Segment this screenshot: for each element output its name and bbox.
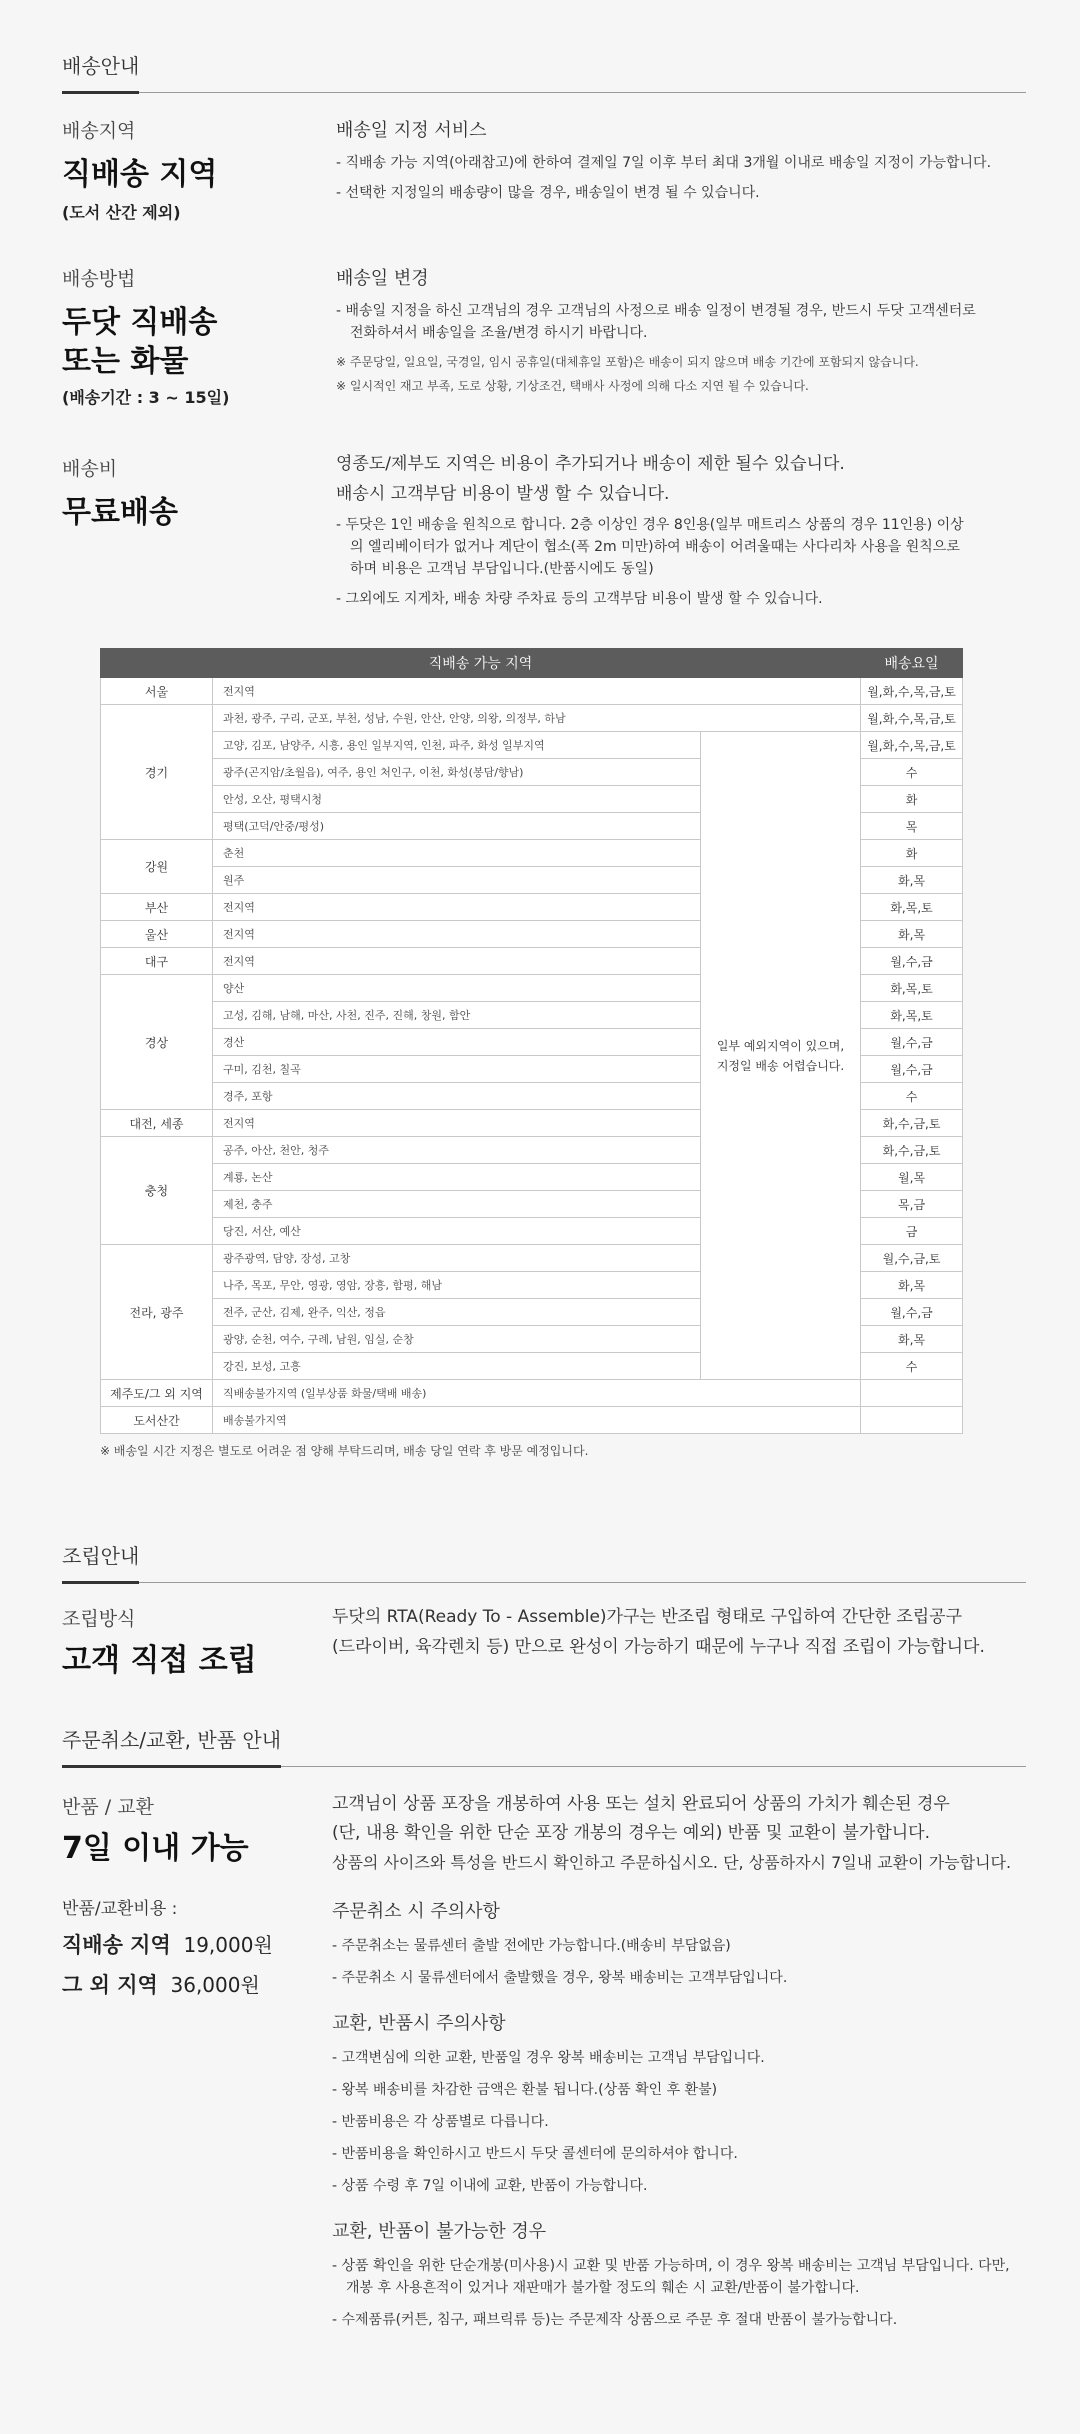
exchange-title: 교환, 반품시 주의사항 — [332, 2013, 506, 2034]
area-cell: 전지역 — [213, 921, 701, 948]
delivery-method-note: ※ 주문당일, 일요일, 국경일, 임시 공휴일(대체휴일 포함)은 배송이 되지 않으며 배송 기간에 포함되지 않습니다. — [336, 355, 919, 369]
section-title: 주문취소/교환, 반품 안내 — [62, 1724, 281, 1768]
assembly-section-header — [62, 1540, 1026, 1583]
table-header-area: 직배송 가능 지역 — [101, 649, 861, 678]
section-title: 배송안내 — [62, 50, 139, 94]
area-cell: 강진, 보성, 고흥 — [213, 1353, 701, 1380]
delivery-day-cell: 화,목,토 — [861, 1002, 963, 1029]
delivery-day-cell — [861, 1407, 963, 1434]
region-cell: 경상 — [101, 975, 213, 1110]
delivery-day-cell: 월,화,수,목,금,토 — [861, 705, 963, 732]
no-return-title: 교환, 반품이 불가능한 경우 — [332, 2221, 547, 2242]
delivery-area-line: - 직배송 가능 지역(아래참고)에 한하여 결제일 7일 이후 부터 최대 3개월 이내로 배송일 지정이 가능합니다. — [336, 155, 992, 171]
exchange-line: - 고객변심에 의한 교환, 반품일 경우 왕복 배송비는 고객님 부담입니다. — [332, 2050, 765, 2066]
delivery-date-service-title: 배송일 지정 서비스 — [336, 120, 487, 141]
delivery-fee-left — [62, 454, 322, 532]
delivery-day-cell: 화 — [861, 786, 963, 813]
exception-note-cell: 일부 예외지역이 있으며, 지정일 배송 어렵습니다. — [701, 732, 861, 1380]
region-cell: 강원 — [101, 840, 213, 894]
delivery-area-label: 배송지역 — [62, 120, 136, 142]
delivery-day-cell: 금 — [861, 1218, 963, 1245]
assembly-left — [62, 1604, 322, 1680]
delivery-method-title2: 또는 화물 — [62, 344, 189, 379]
delivery-fee-label: 배송비 — [62, 458, 118, 480]
delivery-fee-line: - 그외에도 지게차, 배송 차량 주차료 등의 고객부담 비용이 발생 할 수 있습니다. — [336, 591, 823, 607]
delivery-method-line: - 배송일 지정을 하신 고객님의 경우 고객님의 사정으로 배송 일정이 변경될 경우, 반드시 두닷 고객센터로 전화하셔서 배송일을 조율/변경 하시기 바랍니다. — [336, 303, 976, 341]
delivery-day-cell: 수 — [861, 1083, 963, 1110]
returns-direct-price-row — [62, 1929, 332, 1959]
delivery-fee-line: - 두닷은 1인 배송을 원칙으로 합니다. 2층 이상인 경우 8인용(일부 매트리스 상품의 경우 11인용) 이상의 엘리베이터가 없거나 계단이 협소(폭 2m 미만)하여 배송이 어려울때는 사다리차 사용을 원칙으로 하며 비용은 고객님 부담입니다.(반품시에도 동일) — [336, 517, 964, 577]
delivery-section-header — [62, 50, 1026, 93]
area-cell: 경산 — [213, 1029, 701, 1056]
delivery-fee-para: 영종도/제부도 지역은 비용이 추가되거나 배송이 제한 될수 있습니다. — [336, 454, 845, 474]
area-cell: 직배송불가지역 (일부상품 화물/택배 배송) — [213, 1380, 861, 1407]
area-cell: 과천, 광주, 구리, 군포, 부천, 성남, 수원, 안산, 안양, 의왕, 의정부, 하남 — [213, 705, 861, 732]
no-return-line: - 상품 확인을 위한 단순개봉(미사용)시 교환 및 반품 가능하며, 이 경우 왕복 배송비는 고객님 부담입니다. 다만, 개봉 후 사용흔적이 있거나 재판매가 불가할 정도의 훼손 시 교환/반품이 불가합니다. — [332, 2258, 1010, 2296]
returns-cost-label: 반품/교환비용 : — [62, 1899, 178, 1919]
area-cell: 양산 — [213, 975, 701, 1002]
area-cell: 고양, 김포, 남양주, 시흥, 용인 일부지역, 인천, 파주, 화성 일부지역 — [213, 732, 701, 759]
delivery-day-cell: 화 — [861, 840, 963, 867]
area-cell: 평택(고덕/안중/평성) — [213, 813, 701, 840]
delivery-fee-para: 배송시 고객부담 비용이 발생 할 수 있습니다. — [336, 484, 670, 504]
cancel-title: 주문취소 시 주의사항 — [332, 1901, 500, 1922]
delivery-day-cell: 월,화,수,목,금,토 — [861, 678, 963, 705]
delivery-day-cell: 월,수,금 — [861, 1029, 963, 1056]
area-cell: 구미, 김천, 칠곡 — [213, 1056, 701, 1083]
delivery-method-note: ※ 일시적인 재고 부족, 도로 상황, 기상조건, 택배사 사정에 의해 다소 지연 될 수 있습니다. — [336, 379, 809, 393]
exchange-line: - 왕복 배송비를 차감한 금액은 환불 됩니다.(상품 확인 후 환불) — [332, 2082, 718, 2098]
delivery-area-left — [62, 116, 322, 223]
returns-label: 반품 / 교환 — [62, 1796, 154, 1818]
area-cell: 전지역 — [213, 678, 861, 705]
table-footnote: ※ 배송일 시간 지정은 별도로 어려운 점 양해 부탁드리며, 배송 당일 연락 후 방문 예정입니다. — [100, 1444, 589, 1458]
returns-other-price: 36,000원 — [170, 1973, 260, 1997]
table-row — [101, 1407, 963, 1434]
table-header-day: 배송요일 — [861, 649, 963, 678]
delivery-day-cell: 월,수,금,토 — [861, 1245, 963, 1272]
returns-other-price-row — [62, 1969, 332, 1999]
delivery-method-label: 배송방법 — [62, 268, 136, 290]
delivery-day-cell: 화,수,금,토 — [861, 1110, 963, 1137]
delivery-day-cell — [861, 1380, 963, 1407]
returns-left — [62, 1792, 332, 1999]
cancel-line: - 주문취소는 물류센터 출발 전에만 가능합니다.(배송비 부담없음) — [332, 1938, 731, 1954]
assembly-para: 두닷의 RTA(Ready To - Assemble)가구는 반조립 형태로 구입하여 간단한 조립공구 — [332, 1607, 963, 1627]
assembly-title: 고객 직접 조립 — [62, 1643, 257, 1678]
region-cell: 전라, 광주 — [101, 1245, 213, 1380]
region-cell: 도서산간 — [101, 1407, 213, 1434]
region-cell: 경기 — [101, 705, 213, 840]
returns-right — [332, 1790, 1022, 2341]
delivery-day-cell: 월,화,수,목,금,토 — [861, 732, 963, 759]
region-cell: 충청 — [101, 1137, 213, 1245]
delivery-fee-right — [336, 452, 976, 618]
returns-other-label: 그 외 지역 — [62, 1973, 158, 1997]
area-cell: 고성, 김해, 남해, 마산, 사천, 진주, 진해, 창원, 함안 — [213, 1002, 701, 1029]
cancel-line: - 주문취소 시 물류센터에서 출발했을 경우, 왕복 배송비는 고객부담입니다. — [332, 1970, 788, 1986]
delivery-day-cell: 월,수,금 — [861, 1299, 963, 1326]
returns-section-header — [62, 1724, 1026, 1767]
table-row — [101, 1380, 963, 1407]
area-cell: 배송불가지역 — [213, 1407, 861, 1434]
delivery-day-cell: 화,목,토 — [861, 975, 963, 1002]
area-cell: 경주, 포항 — [213, 1083, 701, 1110]
area-cell: 제천, 충주 — [213, 1191, 701, 1218]
delivery-day-cell: 화,목 — [861, 1272, 963, 1299]
delivery-area-title: 직배송 지역 — [62, 157, 218, 192]
delivery-day-cell: 화,목 — [861, 1326, 963, 1353]
region-cell: 대구 — [101, 948, 213, 975]
region-cell: 부산 — [101, 894, 213, 921]
delivery-day-cell: 화,목 — [861, 921, 963, 948]
delivery-day-cell: 목 — [861, 813, 963, 840]
delivery-day-cell: 월,수,금 — [861, 948, 963, 975]
table-row — [101, 705, 963, 732]
delivery-day-cell: 수 — [861, 759, 963, 786]
assembly-para: (드라이버, 육각렌치 등) 만으로 완성이 가능하기 때문에 누구나 직접 조립이 가능합니다. — [332, 1637, 985, 1657]
exchange-line: - 반품비용은 각 상품별로 다릅니다. — [332, 2114, 549, 2130]
delivery-day-cell: 수 — [861, 1353, 963, 1380]
delivery-method-right — [336, 264, 976, 400]
delivery-day-cell: 화,목,토 — [861, 894, 963, 921]
area-cell: 광주광역, 담양, 장성, 고창 — [213, 1245, 701, 1272]
area-cell: 전지역 — [213, 1110, 701, 1137]
exchange-line: - 상품 수령 후 7일 이내에 교환, 반품이 가능합니다. — [332, 2178, 648, 2194]
area-cell: 광양, 순천, 여수, 구례, 남원, 임실, 순창 — [213, 1326, 701, 1353]
region-cell: 서울 — [101, 678, 213, 705]
area-cell: 공주, 아산, 천안, 청주 — [213, 1137, 701, 1164]
no-return-line: - 수제품류(커튼, 침구, 패브릭류 등)는 주문제작 상품으로 주문 후 절대 반품이 불가능합니다. — [332, 2312, 898, 2328]
delivery-region-table — [100, 648, 963, 1434]
delivery-day-cell: 월,목 — [861, 1164, 963, 1191]
returns-intro: 고객님이 상품 포장을 개봉하여 사용 또는 설치 완료되어 상품의 가치가 훼손된 경우 — [332, 1794, 950, 1814]
section-title: 조립안내 — [62, 1540, 139, 1584]
area-cell: 나주, 목포, 무안, 영광, 영암, 장흥, 함평, 해남 — [213, 1272, 701, 1299]
assembly-right — [332, 1602, 1032, 1662]
area-cell: 전지역 — [213, 894, 701, 921]
area-cell: 당진, 서산, 예산 — [213, 1218, 701, 1245]
region-cell: 울산 — [101, 921, 213, 948]
area-cell: 춘천 — [213, 840, 701, 867]
region-cell: 제주도/그 외 지역 — [101, 1380, 213, 1407]
assembly-label: 조립방식 — [62, 1608, 136, 1630]
delivery-method-subtitle: (배송기간 : 3 ~ 15일) — [62, 388, 230, 407]
delivery-method-title1: 두닷 직배송 — [62, 305, 218, 340]
delivery-area-right — [336, 116, 1036, 212]
delivery-area-line: - 선택한 지정일의 배송량이 많을 경우, 배송일이 변경 될 수 있습니다. — [336, 185, 760, 201]
delivery-change-title: 배송일 변경 — [336, 268, 429, 289]
region-cell: 대전, 세종 — [101, 1110, 213, 1137]
table-header-row — [101, 649, 963, 678]
returns-direct-label: 직배송 지역 — [62, 1933, 171, 1957]
area-cell: 안성, 오산, 평택시청 — [213, 786, 701, 813]
returns-intro: 상품의 사이즈와 특성을 반드시 확인하고 주문하십시오. 단, 상품하자시 7일내 교환이 가능합니다. — [332, 1853, 1012, 1872]
area-cell: 원주 — [213, 867, 701, 894]
delivery-day-cell: 화,목 — [861, 867, 963, 894]
area-cell: 계룡, 논산 — [213, 1164, 701, 1191]
returns-direct-price: 19,000원 — [183, 1933, 273, 1957]
table-row — [101, 732, 963, 759]
delivery-area-subtitle: (도서 산간 제외) — [62, 203, 181, 222]
returns-title: 7일 이내 가능 — [62, 1831, 249, 1866]
delivery-day-cell: 목,금 — [861, 1191, 963, 1218]
delivery-day-cell: 월,수,금 — [861, 1056, 963, 1083]
returns-intro: (단, 내용 확인을 위한 단순 포장 개봉의 경우는 예외) 반품 및 교환이 불가합니다. — [332, 1823, 930, 1843]
area-cell: 전주, 군산, 김제, 완주, 익산, 정읍 — [213, 1299, 701, 1326]
delivery-day-cell: 화,수,금,토 — [861, 1137, 963, 1164]
exchange-line: - 반품비용을 확인하시고 반드시 두닷 콜센터에 문의하셔야 합니다. — [332, 2146, 738, 2162]
area-cell: 광주(곤지암/초월읍), 여주, 용인 처인구, 이천, 화성(봉담/향남) — [213, 759, 701, 786]
table-row — [101, 678, 963, 705]
delivery-fee-title: 무료배송 — [62, 495, 178, 530]
area-cell: 전지역 — [213, 948, 701, 975]
delivery-method-left — [62, 264, 322, 408]
